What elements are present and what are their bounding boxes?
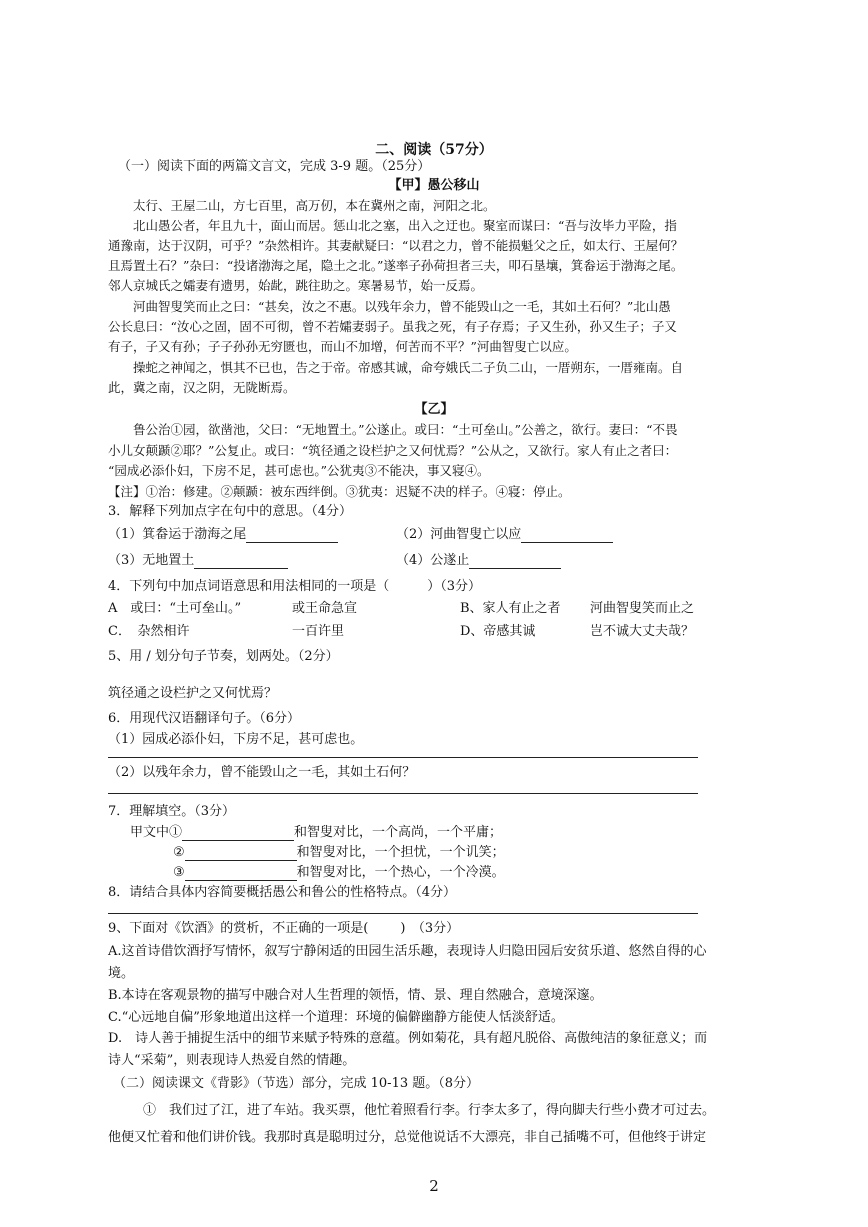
q5-stem: 5、用 / 划分句子节奏，划两处。（2分）: [108, 649, 339, 664]
q4-option-b: B、家人有止之者: [460, 601, 561, 616]
yi-line: 小儿女颠踬②耶？”公复止。或曰：“筑径通之设栏护之又何忧焉？”公从之，又欲行。家人有止之者曰：: [108, 443, 678, 458]
page-number: 2: [429, 1177, 439, 1195]
q8-stem: 8．请结合具体内容简要概括愚公和鲁公的性格特点。（4分）: [108, 885, 457, 900]
jia-line: 且焉置土石？”杂曰：“投诸渤海之尾，隐土之北。”遂率子孙荷担者三夫，叩石垦壤，箕畚运于渤海之尾。: [108, 258, 684, 273]
part2-intro: （二）阅读课文《背影》（节选）部分，完成 10-13 题。（8分）: [113, 1076, 480, 1091]
q7-blank-2: ② 和智叟对比，一个担忧，一个讥笑；: [173, 845, 505, 860]
jia-line: 河曲智叟笑而止之曰：“甚矣，汝之不惠。以残年余力，曾不能毁山之一毛，其如土石何？”北山愚: [133, 299, 671, 314]
q4-option-a: A 或曰：“土可垒山。”: [108, 601, 242, 616]
answer-line: [108, 757, 698, 758]
jia-line: 通豫南，达于汉阴，可乎？”杂然相许。其妻献疑曰：“以君之力，曾不能损魁父之丘，如太行、王屋何？: [108, 238, 684, 253]
q9-stem: 9、下面对《饮酒》的赏析，不正确的一项是( ) （3分）: [108, 921, 460, 936]
yi-title: 【乙】: [414, 402, 454, 417]
jia-line: 太行、王屋二山，方七百里，高万仞，本在冀州之南，河阳之北。: [133, 198, 496, 213]
q4-option-a-pair: 或王命急宣: [292, 601, 358, 616]
q7-blank-1: 甲文中① 和智叟对比，一个高尚，一个平庸；: [130, 825, 503, 840]
part1-intro: （一）阅读下面的两篇文言文，完成 3-9 题。（25分）: [118, 159, 431, 174]
q3-item-2: （2）河曲智叟亡以应: [396, 527, 613, 543]
q3-item-1: （1）箕畚运于渤海之尾: [108, 527, 338, 543]
jia-line: 操蛇之神闻之，惧其不已也，告之于帝。帝感其诚，命夸娥氏二子负二山，一厝朔东，一厝雍南。自: [133, 360, 684, 375]
jia-line: 邻人京城氏之孀妻有遗男，始龀，跳往助之。寒暑易节，始一反焉。: [108, 278, 484, 293]
jia-line: 此，冀之南，汉之阴，无陇断焉。: [108, 380, 296, 395]
q4-option-c: C． 杂然相许: [108, 624, 190, 639]
q4-option-b-pair: 河曲智叟笑而止之: [590, 601, 695, 616]
yi-line: “园成必添仆妇，下房不足，甚可虑也。”公犹夷③不能决，事又寝④。: [108, 463, 490, 478]
jia-line: 公长息曰：“汝心之固，固不可彻，曾不若孀妻弱子。虽我之死，有子存焉；子又生孙，孙又生子；子又: [108, 319, 677, 334]
answer-line: [108, 913, 698, 914]
q6-stem: 6．用现代汉语翻译句子。（6分）: [108, 711, 301, 726]
q9-option-c: C.“心远地自偏”形象地道出这样一个道理：环境的偏僻幽静方能使人恬淡舒适。: [108, 1010, 564, 1025]
q4-option-d-pair: 岂不诚大丈夫哉？: [590, 624, 695, 639]
q5-sentence: 筑径通之设栏护之又何忧焉？: [108, 686, 278, 701]
q7-blank-3: ③ 和智叟对比，一个热心，一个冷漠。: [173, 865, 505, 880]
q4-option-d: D、帝感其诚: [460, 624, 536, 639]
q9-option-d: D. 诗人善于捕捉生活中的细节来赋予特殊的意蕴。例如菊花，具有超凡脱俗、高傲纯洁的象征意义；而: [108, 1031, 708, 1046]
q9-option-a: A.这首诗借饮酒抒写情怀，叙写宁静闲适的田园生活乐趣，表现诗人归隐田园后安贫乐道、悠然自得的心: [108, 944, 707, 959]
q3-stem: 3．解释下列加点字在句中的意思。（4分）: [108, 504, 353, 519]
jia-line: 北山愚公者，年且九十，面山而居。惩山北之塞，出入之迂也。聚室而谋曰：“吾与汝毕力平险，指: [133, 218, 677, 233]
section-title: 二、阅读（57分）: [375, 142, 493, 158]
answer-line: [108, 793, 698, 794]
q3-item-4: （4）公遂止: [396, 553, 561, 569]
q6-sentence-1: （1）园成必添仆妇，下房不足，甚可虑也。: [108, 732, 364, 747]
q7-stem: 7．理解填空。（3分）: [108, 804, 236, 819]
q6-sentence-2: （2）以残年余力，曾不能毁山之一毛，其如土石何？: [108, 765, 416, 780]
jia-line: 有子，子又有孙；子子孙孙无穷匮也，而山不加增，何苦而不平？”河曲智叟亡以应。: [108, 339, 577, 354]
annotation-note: 【注】①治：修建。②颠踬：被东西绊倒。③犹夷：迟疑不决的样子。④寝：停止。: [108, 484, 571, 499]
q9-option-d-cont: 诗人“采菊”，则表现诗人热爱自然的情趣。: [108, 1053, 356, 1068]
passage-paragraph: ① 我们过了江，进了车站。我买票，他忙着照看行李。行李太多了，得向脚夫行些小费才可过去。: [143, 1103, 716, 1118]
passage-paragraph-cont: 他便又忙着和他们讲价钱。我那时真是聪明过分，总觉他说话不大漂亮，非自己插嘴不可，但他终于讲定: [108, 1130, 707, 1145]
q4-option-c-pair: 一百许里: [292, 624, 345, 639]
yi-line: 鲁公治①园，欲凿池，父曰：“无地置土。”公遂止。或曰：“土可垒山。”公善之，欲行。妻曰：“不畏: [133, 422, 678, 437]
q9-option-b: B.本诗在客观景物的描写中融合对人生哲理的领悟，情、景、理自然融合，意境深邃。: [108, 988, 603, 1003]
jia-title: 【甲】愚公移山: [388, 178, 480, 193]
q9-option-a-cont: 境。: [108, 966, 135, 981]
q3-item-3: （3）无地置土: [108, 553, 288, 569]
q4-stem: 4．下列句中加点词语意思和用法相同的一项是（ ）（3分）: [108, 579, 482, 594]
